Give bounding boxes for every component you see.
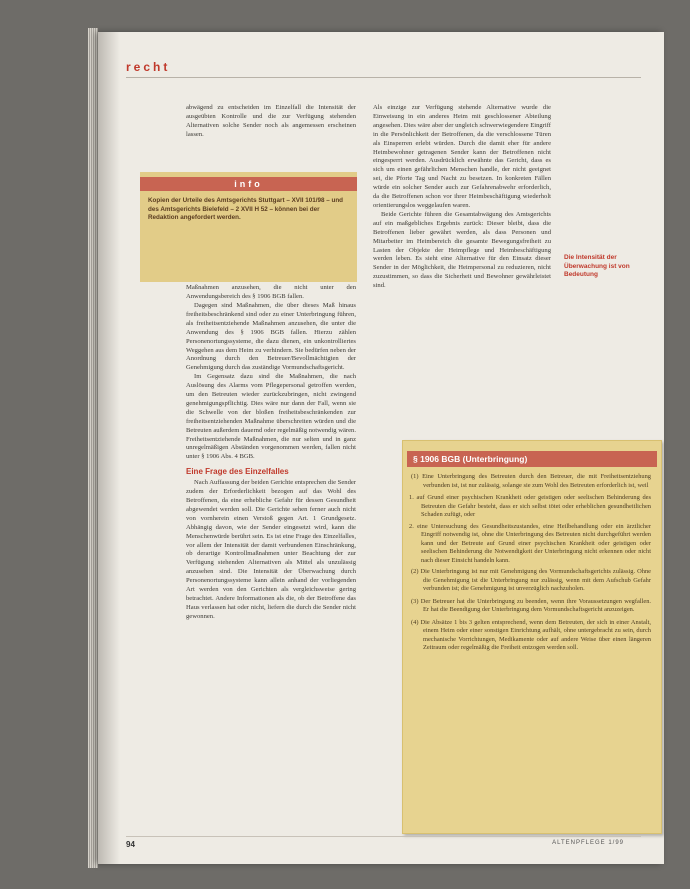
- law-body: [403, 473, 661, 653]
- column-right: [373, 104, 551, 291]
- footer-rule: [126, 836, 641, 837]
- law-paragraph-text: Die Absätze 1 bis 3 gelten entsprechend, wenn dem Betreuten, der sich in einer Anstalt, einem Heim oder einer sonstigen Einrichtung aufhält, ohne untergebracht zu sein, durch mechanische Vorrichtungen, Medikamente oder auf andere Weise über einen längeren Zeitraum oder regelmäßig die Freiheit entzogen werden soll.: [420, 618, 651, 651]
- paragraph: Maßnahmen anzusehen, die nicht unter den Anwendungsbereich des § 1906 BGB fallen.: [186, 284, 356, 301]
- magazine-footer: ALTENPFLEGE 1/99: [552, 840, 624, 846]
- paragraph: Im Gegensatz dazu sind die Maßnahmen, die nach Auslösung des Alarms vom Pflegepersonal getroffen werden, um den Betreuten wieder zurückzubringen, nicht zwingend genehmigungspflichtig. Dies wäre nur dann der Fall, wenn sie die Schwelle von der bloßen freiheitsbeschränkenden zur freiheitsentziehenden Maßnahme überschreiten würden und die Betreuten außerdem dauernd oder regelmäßig notwendig wären. Freiheitsentziehende Maßnahmen, die nur selten und in ganz unregelmäßigen Abständen vorgenommen werden, fallen nicht unter § 1906 Abs. 4 BGB.: [186, 373, 356, 461]
- intro-paragraph: abwägend zu entscheiden im Einzelfall die Intensität der ausgeübten Kontrolle und die zur Verfügung stehenden Alternativen solche Sender noch als angemessen erscheinen lassen.: [186, 104, 356, 138]
- info-label: info: [140, 177, 357, 191]
- law-paragraph-text: eine Untersuchung des Gesundheitszustandes, eine Heilbehandlung oder ein ärztlicher Eingriff notwendig ist, ohne die Unterbringung des Betreuten nicht durchgeführt werden kann und der Betreute auf Grund einer psychischen Krankheit oder geistigen oder seelischen Behinderung die Notwendigkeit der Unterbringung nicht erkennen oder nicht nach dieser Einsicht handeln kann.: [417, 522, 651, 564]
- law-paragraph: [411, 473, 651, 490]
- paragraph: Als einzige zur Verfügung stehende Alternative wurde die Einweisung in ein anderes Heim mit geschlossener Abteilung angesehen. Dies wäre aber der ungleich schwerwiegendere Eingriff in die Persönlichkeit der Betroffenen, da die verschlossene Türen als Einsperren erlebt würden. Durch die damit eher für andere Heimbewohner getragenen Sender kann der Betroffenen nicht eingesperrt werden. Ausdrücklich erwähnte das Gericht, dass es sich um einen gefährlichen Menschen handle, der nicht geeignet sei, die Pforte Tag und Nacht zu besetzen. In konkreten Fällen würde ein solcher Sender auch zur Gefahrenabwehr erforderlich, da die Betroffenen schon vor ihrer Heimbeschäftigung wiederholt orientierungslos weggelaufen waren.: [373, 104, 551, 209]
- margin-note: Die Intensität der Überwachung ist von Bedeutung: [564, 254, 630, 278]
- magazine-page: [98, 32, 664, 864]
- section-header: recht: [126, 60, 171, 74]
- law-paragraph-text: Eine Unterbringung des Betreuten durch den Betreuer, die mit Freiheitsentziehung verbunden ist, ist nur zulässig, solange sie zum Wohl des Betreuten erforderlich ist, weil: [422, 473, 651, 489]
- law-paragraph-number: 1.: [409, 494, 417, 501]
- law-paragraph-number: (4): [411, 618, 421, 626]
- law-paragraph: [411, 568, 651, 594]
- subheading: Eine Frage des Einzelfalles: [186, 467, 289, 477]
- law-box: [402, 440, 662, 834]
- law-paragraph-text: Der Betreuer hat die Unterbringung zu beenden, wenn ihre Voraussetzungen wegfallen. Er hat die Beendigung der Unterbringung dem Vormundschaftsgericht anzuzeigen.: [420, 597, 651, 613]
- law-paragraph: [411, 598, 651, 615]
- binding-gutter: [98, 32, 120, 864]
- law-paragraph-text: auf Grund einer psychischen Krankheit oder geistigen oder seelischen Behinderung des Betreuten die Gefahr besteht, dass er sich selbst tötet oder erheblichen gesundheitlichen Schaden zufügt, oder: [416, 494, 651, 518]
- law-paragraph-number: (2): [411, 568, 421, 575]
- info-box: [140, 172, 357, 282]
- paragraph: Beide Gerichte führen die Gesamtabwägung des Amtsgerichts auf ein maßgebliches Ergebnis zurück: Dieser bleibt, dass die Betroffenen lieber gewährt werden, als dass Personen und Mitarbeiter im Heimbereich die gesamte Bewegungsfreiheit zu Lasten der Objekte der Heimpflege und Heimbeschäftigung werden leben. Es sieht eine Alternative für den Einsatz dieser Sender in der Möglichkeit, die Heimpersonal zu reduzieren, nicht zuzustimmen, so dass die Sicherheit und Bewohner gewährleistet sind.: [373, 210, 551, 290]
- paragraph: Dagegen sind Maßnahmen, die über dieses Maß hinaus freiheitsbeschränkend sind oder zu einer Unterbringung führen, als freiheitsentziehende Maßnahmen anzusehen, die unter die Anwendung des § 1906 BGB fallen. Hierzu zählen Personenortungssysteme, die dazu dienen, ein unkontrolliertes Weggehen aus dem Heim zu verhindern. Sie bedürfen neben der Anordnung durch den Betreuer/Bevollmächtigten der Genehmigung durch das zuständige Vormundschaftsgericht.: [186, 301, 356, 372]
- law-paragraph-text: Die Unterbringung ist nur mit Genehmigung des Vormundschaftsgerichts zulässig. Ohne die Genehmigung ist die Unterbringung nur zulässig, wenn mit dem Aufschub Gefahr verbunden ist; die Genehmigung ist unverzüglich nachzuholen.: [420, 568, 651, 592]
- law-paragraph-number: (3): [411, 597, 421, 605]
- law-paragraph: [411, 619, 651, 653]
- law-paragraph: [411, 523, 651, 566]
- header-rule: [126, 77, 641, 78]
- law-paragraph: [411, 494, 651, 520]
- page-stack-edge: [88, 28, 98, 868]
- paragraph: Nach Auffassung der beiden Gerichte entsprechen die Sender zudem der Erforderlichkeit bezogen auf das Wohl des Betroffenen, da eine erhebliche Gefahr für dessen Gesundheit abgewendet werden soll. Die Gerichte sehen ferner auch nicht von vornherein einen Verstoß gegen Art. 1 Grundgesetz. Abhängig davon, wie der Sender eingesetzt wird, kann die Menschenwürde berührt sein. Es ist eine Frage des Einzelfalles, vor allem der Intensität der damit verbundenen Einschränkung, ob derartige Kontrollmaßnahmen unter Beachtung der zur Verfügung stehenden Alternativen als Mittel als unzulässig anzusehen sind. Die Intensität der Überwachung durch Personenortungssysteme kann allein anhand der vorliegenden Art werden von den Gerichten als vergleichsweise gering betrachtet. Andere Informationen als die, ob der Betroffene das Haus verlassen hat oder nicht, liefern die durch die Sender nicht gewonnen.: [186, 479, 356, 620]
- law-title: § 1906 BGB (Unterbringung): [407, 451, 657, 467]
- law-paragraph-number: (1): [411, 473, 423, 480]
- law-paragraph-number: 2.: [409, 522, 418, 530]
- page-number: 94: [126, 840, 135, 849]
- info-text: Kopien der Urteile des Amtsgerichts Stuttgart – XVII 101/98 – und des Amtsgerichts Bielefeld – 2 XVII H 52 – können bei der Redaktion angefordert werden.: [148, 197, 344, 221]
